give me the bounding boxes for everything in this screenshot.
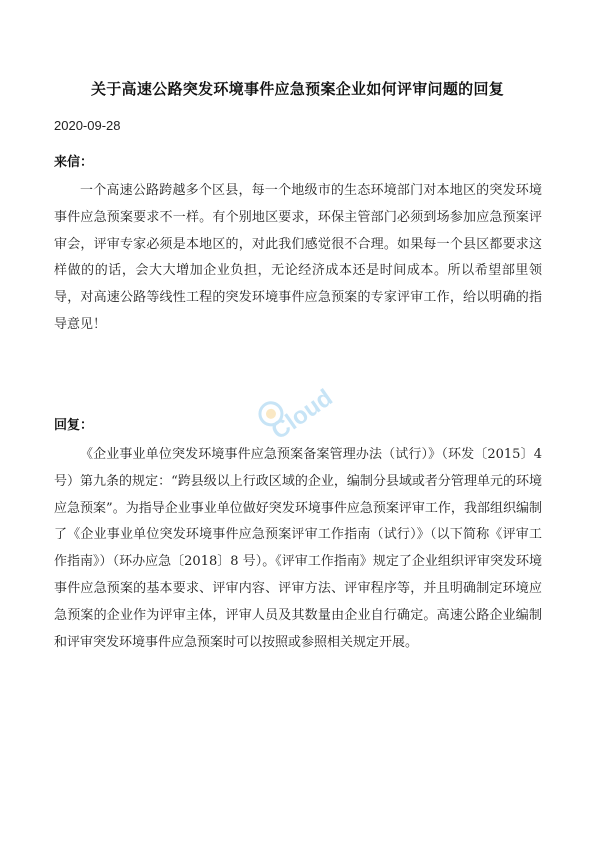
watermark-text: Cloud xyxy=(266,384,338,446)
reply-label: 回复： xyxy=(54,418,94,433)
document-title: 关于高速公路突发环境事件应急预案企业如何评审问题的回复 xyxy=(90,80,505,98)
reply-body: 《企业事业单位突发环境事件应急预案备案管理办法（试行）》（环发〔2015〕4 号）第九条的规定：“跨县级以上行政区域的企业，编制分县域或者分管理单元的环境应急预案”。为指导企业事业单位做好突发环境事件应急预案评审工作，我部组织编制了《企业事业单位突发环境事件应急预案评审工作指南（试行）》（以下简称《评审工作指南》）（环办应急〔2018〕8 号）。《评审工作指南》规定了企业组织评审突发环境事件应急预案的基本要求、评审内容、评审方法、评审程序等，并且明确制定环境应急预案的企业作为评审主体，评审人员及其数量由企业自行确定。高速公路企业编制和评审突发环境事件应急预案时可以按照或参照相关规定开展。 xyxy=(54,447,542,650)
letter-label: 来信： xyxy=(54,155,94,170)
cloud-logo-icon xyxy=(250,393,292,435)
document-date: 2020-09-28 xyxy=(54,118,121,133)
letter-body: 一个高速公路跨越多个区县，每一个地级市的生态环境部门对本地区的突发环境事件应急预案要求不一样。有个别地区要求，环保主管部门必须到场参加应急预案评审会，评审专家必须是本地区的，对此我们感觉很不合理。如果每一个县区都要求这样做的的话，会大大增加企业负担，无论经济成本还是时间成本。所以希望部里领导，对高速公路等线性工程的突发环境事件应急预案的专家评审工作，给以明确的指导意见！ xyxy=(54,183,542,332)
